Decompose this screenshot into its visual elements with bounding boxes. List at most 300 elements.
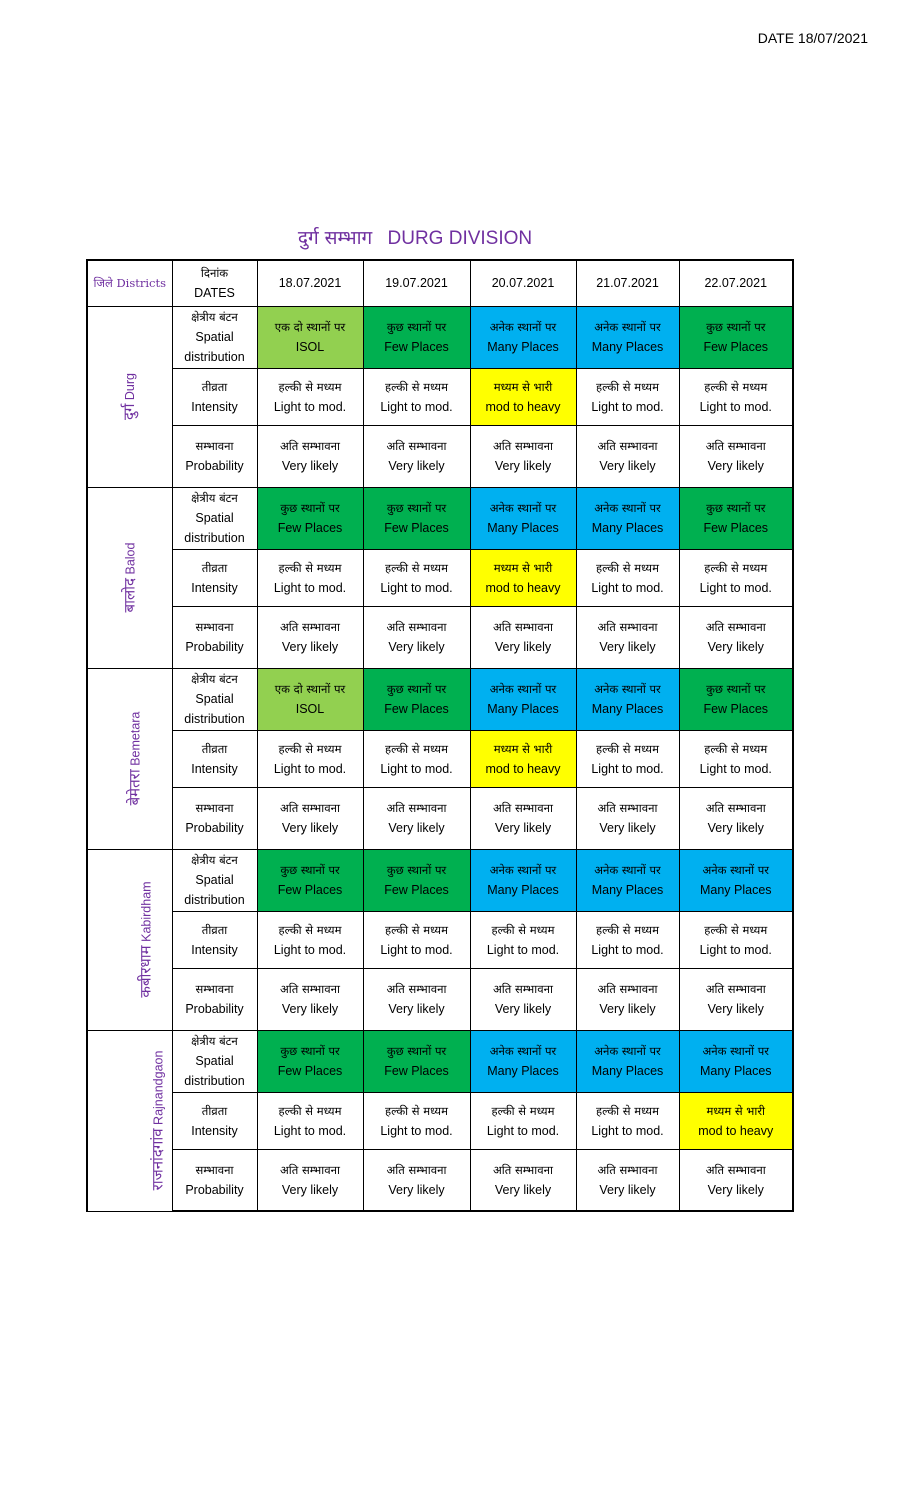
- forecast-cell-hindi: कुछ स्थानों पर: [386, 320, 447, 334]
- forecast-cell-english: Many Places: [591, 521, 664, 535]
- parameter-label-hindi: तीव्रता: [201, 1103, 228, 1118]
- forecast-cell: [363, 668, 470, 730]
- forecast-cell: [257, 787, 363, 849]
- forecast-cell-hindi: अति सम्भावना: [705, 439, 766, 453]
- forecast-cell-english: Light to mod.: [699, 761, 772, 776]
- forecast-table: [86, 259, 794, 1212]
- forecast-cell-hindi: हल्की से मध्यम: [596, 379, 659, 394]
- forecast-cell-hindi: अनेक स्थानों पर: [702, 1044, 769, 1058]
- forecast-cell-english: Few Places: [384, 702, 449, 716]
- forecast-cell-hindi: हल्की से मध्यम: [596, 1103, 659, 1118]
- forecast-cell-hindi: हल्की से मध्यम: [385, 560, 448, 575]
- forecast-cell-english: Light to mod.: [699, 399, 772, 414]
- parameter-label-hindi: सम्भावना: [195, 439, 234, 453]
- forecast-cell: [679, 487, 793, 549]
- forecast-cell-hindi: अति सम्भावना: [279, 982, 341, 996]
- table-row: [87, 606, 793, 668]
- parameter-label: [172, 911, 257, 968]
- forecast-cell-hindi: कुछ स्थानों पर: [706, 320, 766, 334]
- forecast-cell-english: Very likely: [388, 1002, 445, 1016]
- forecast-cell-english: Very likely: [494, 821, 552, 835]
- table-row: [87, 487, 793, 549]
- forecast-cell-hindi: अति सम्भावना: [597, 620, 658, 634]
- forecast-cell-english: ISOL: [295, 702, 325, 716]
- forecast-cell: [257, 849, 363, 911]
- forecast-cell-english: Very likely: [707, 459, 764, 473]
- forecast-cell: [363, 425, 470, 487]
- district-name-cell: [87, 849, 172, 1030]
- forecast-cell-hindi: अति सम्भावना: [705, 1162, 766, 1177]
- forecast-cell: [470, 730, 576, 787]
- forecast-cell: [470, 668, 576, 730]
- forecast-cell: [470, 1092, 576, 1149]
- forecast-cell: [470, 1030, 576, 1092]
- forecast-cell: [470, 368, 576, 425]
- parameter-label-english: Intensity: [191, 942, 238, 957]
- forecast-cell: [257, 425, 363, 487]
- forecast-cell-hindi: हल्की से मध्यम: [596, 560, 659, 575]
- forecast-cell-english: Light to mod.: [486, 942, 560, 957]
- forecast-cell: [257, 368, 363, 425]
- parameter-label-english: Probability: [185, 1182, 244, 1197]
- forecast-cell-hindi: अति सम्भावना: [279, 620, 341, 634]
- forecast-cell-hindi: अति सम्भावना: [705, 982, 766, 996]
- table-row: [87, 787, 793, 849]
- dates-header-english: DATES: [194, 286, 235, 301]
- parameter-label: [172, 968, 257, 1030]
- forecast-cell: [363, 730, 470, 787]
- date-header: 19.07.2021: [363, 260, 470, 306]
- forecast-cell-hindi: मध्यम से भारी: [493, 560, 553, 575]
- parameter-label: [172, 1092, 257, 1149]
- forecast-cell: [363, 549, 470, 606]
- forecast-cell-english: Few Places: [703, 702, 769, 716]
- district-name: [124, 712, 145, 806]
- forecast-cell-english: Light to mod.: [591, 761, 664, 776]
- date-header: 21.07.2021: [576, 260, 679, 306]
- forecast-cell-english: Many Places: [699, 1064, 772, 1078]
- forecast-cell-english: Many Places: [487, 1064, 559, 1078]
- forecast-cell-hindi: अति सम्भावना: [492, 801, 554, 815]
- forecast-cell-hindi: एक दो स्थानों पर: [274, 682, 346, 696]
- forecast-cell: [363, 911, 470, 968]
- forecast-cell-english: Light to mod.: [591, 399, 664, 414]
- forecast-cell: [363, 306, 470, 368]
- forecast-cell-english: Very likely: [494, 459, 552, 473]
- parameter-label-english: Intensity: [191, 1123, 238, 1138]
- forecast-cell-english: Light to mod.: [273, 399, 347, 414]
- forecast-cell-hindi: अति सम्भावना: [279, 1162, 341, 1177]
- forecast-cell: [576, 730, 679, 787]
- parameter-label: [172, 549, 257, 606]
- forecast-cell-hindi: मध्यम से भारी: [493, 741, 553, 756]
- forecast-cell: [257, 487, 363, 549]
- district-name-english: Kabirdham: [139, 881, 154, 942]
- dates-header-hindi: दिनांक: [200, 266, 229, 281]
- forecast-cell: [576, 1092, 679, 1149]
- district-name-hindi: बेमेतरा: [125, 769, 144, 806]
- forecast-cell: [257, 668, 363, 730]
- district-name-hindi: दुर्ग: [120, 403, 139, 420]
- forecast-cell-hindi: हल्की से मध्यम: [596, 922, 659, 937]
- forecast-cell-english: Light to mod.: [699, 580, 772, 595]
- table-row: [87, 730, 793, 787]
- forecast-cell-english: Light to mod.: [380, 1123, 453, 1138]
- forecast-cell-hindi: मध्यम से भारी: [493, 379, 553, 394]
- forecast-cell-hindi: अति सम्भावना: [386, 439, 447, 453]
- parameter-label-english: Spatial distribution: [184, 873, 245, 907]
- forecast-cell-hindi: कुछ स्थानों पर: [280, 863, 340, 877]
- district-name: [147, 1051, 168, 1191]
- date-header: 20.07.2021: [470, 260, 576, 306]
- forecast-cell-hindi: कुछ स्थानों पर: [386, 501, 447, 515]
- forecast-cell-english: Very likely: [599, 1182, 656, 1197]
- forecast-cell-english: Very likely: [707, 640, 764, 654]
- forecast-cell-hindi: हल्की से मध्यम: [385, 922, 448, 937]
- district-name-hindi: कबीरधाम: [136, 945, 155, 998]
- forecast-cell-hindi: हल्की से मध्यम: [596, 741, 659, 756]
- table-row: [87, 549, 793, 606]
- forecast-cell-english: Very likely: [707, 1182, 764, 1197]
- forecast-cell-english: Many Places: [591, 340, 664, 354]
- forecast-cell-hindi: अनेक स्थानों पर: [702, 863, 769, 877]
- forecast-cell-english: Very likely: [388, 459, 445, 473]
- parameter-label: [172, 730, 257, 787]
- forecast-cell: [679, 306, 793, 368]
- forecast-cell: [363, 968, 470, 1030]
- district-name: [136, 881, 157, 997]
- forecast-cell-hindi: हल्की से मध्यम: [704, 741, 768, 756]
- forecast-cell-english: Few Places: [277, 1064, 343, 1078]
- districts-header: [87, 260, 172, 306]
- dates-header: [172, 260, 257, 306]
- forecast-cell-english: Light to mod.: [380, 580, 453, 595]
- forecast-cell-english: Light to mod.: [273, 761, 347, 776]
- parameter-label-hindi: क्षेत्रीय बंटन: [191, 491, 238, 505]
- forecast-cell-english: Very likely: [494, 1002, 552, 1016]
- forecast-cell-english: Light to mod.: [486, 1123, 560, 1138]
- forecast-cell: [679, 1149, 793, 1211]
- parameter-label-hindi: सम्भावना: [195, 620, 234, 634]
- forecast-cell: [679, 606, 793, 668]
- table-row: [87, 368, 793, 425]
- forecast-cell-hindi: अनेक स्थानों पर: [594, 1044, 661, 1058]
- parameter-label-hindi: सम्भावना: [195, 1162, 234, 1177]
- forecast-cell: [470, 968, 576, 1030]
- forecast-cell-hindi: हल्की से मध्यम: [704, 560, 768, 575]
- table-row: [87, 668, 793, 730]
- parameter-label-hindi: सम्भावना: [195, 801, 234, 815]
- forecast-cell: [679, 787, 793, 849]
- forecast-cell-hindi: हल्की से मध्यम: [704, 379, 768, 394]
- forecast-cell-english: Very likely: [707, 1002, 764, 1016]
- forecast-cell-hindi: मध्यम से भारी: [706, 1103, 766, 1118]
- forecast-cell: [470, 425, 576, 487]
- forecast-cell-english: Few Places: [277, 883, 343, 897]
- forecast-cell-hindi: अति सम्भावना: [705, 801, 766, 815]
- table-row: [87, 1092, 793, 1149]
- forecast-table-body: [87, 260, 793, 1211]
- district-name-cell: [87, 668, 172, 849]
- report-date: DATE 18/07/2021: [757, 30, 868, 46]
- forecast-cell-hindi: अति सम्भावना: [597, 439, 658, 453]
- parameter-label: [172, 606, 257, 668]
- forecast-cell: [470, 606, 576, 668]
- forecast-cell-english: Light to mod.: [273, 580, 347, 595]
- forecast-cell-hindi: हल्की से मध्यम: [385, 1103, 448, 1118]
- forecast-cell: [576, 911, 679, 968]
- forecast-cell: [576, 306, 679, 368]
- forecast-cell-english: mod to heavy: [698, 1123, 774, 1138]
- forecast-cell-hindi: अति सम्भावना: [597, 1162, 658, 1177]
- parameter-label-english: Intensity: [191, 399, 238, 414]
- forecast-cell-english: mod to heavy: [485, 580, 561, 595]
- page-title: [0, 224, 830, 250]
- table-row: [87, 425, 793, 487]
- forecast-cell-hindi: अनेक स्थानों पर: [594, 320, 661, 334]
- forecast-cell-hindi: अनेक स्थानों पर: [489, 320, 557, 334]
- forecast-cell-english: Very likely: [599, 459, 656, 473]
- forecast-cell-english: Very likely: [388, 821, 445, 835]
- forecast-cell-hindi: अति सम्भावना: [279, 439, 341, 453]
- forecast-cell-english: Very likely: [281, 1002, 339, 1016]
- forecast-cell-english: Few Places: [384, 1064, 449, 1078]
- forecast-cell: [576, 1149, 679, 1211]
- forecast-cell-english: Very likely: [281, 640, 339, 654]
- forecast-cell-hindi: कुछ स्थानों पर: [280, 1044, 340, 1058]
- forecast-cell: [363, 787, 470, 849]
- district-name-cell: [87, 1030, 172, 1211]
- forecast-cell-english: Few Places: [703, 340, 769, 354]
- forecast-cell: [470, 787, 576, 849]
- forecast-cell: [363, 1149, 470, 1211]
- forecast-cell-hindi: अनेक स्थानों पर: [489, 682, 557, 696]
- forecast-cell-english: Many Places: [487, 702, 559, 716]
- forecast-cell-english: Few Places: [384, 340, 449, 354]
- forecast-cell-english: Few Places: [384, 883, 449, 897]
- parameter-label-english: Spatial distribution: [184, 330, 245, 364]
- forecast-cell-english: Few Places: [384, 521, 449, 535]
- forecast-cell-hindi: एक दो स्थानों पर: [274, 320, 346, 334]
- district-name-hindi: बालोद: [120, 577, 139, 613]
- district-name-hindi: राजनांदगांव: [148, 1128, 167, 1191]
- forecast-cell: [679, 368, 793, 425]
- forecast-cell-english: Light to mod.: [380, 942, 453, 957]
- forecast-cell: [257, 1030, 363, 1092]
- forecast-cell-hindi: अनेक स्थानों पर: [594, 682, 661, 696]
- forecast-cell-english: Very likely: [494, 640, 552, 654]
- forecast-cell-english: mod to heavy: [485, 761, 561, 776]
- date-header: 18.07.2021: [257, 260, 363, 306]
- forecast-cell: [679, 849, 793, 911]
- forecast-cell-english: Many Places: [487, 883, 559, 897]
- forecast-cell: [363, 849, 470, 911]
- forecast-cell: [257, 306, 363, 368]
- district-name-english: Durg: [123, 373, 138, 401]
- forecast-cell-hindi: कुछ स्थानों पर: [706, 682, 766, 696]
- forecast-cell: [257, 911, 363, 968]
- forecast-cell-english: Very likely: [281, 459, 339, 473]
- forecast-cell: [257, 730, 363, 787]
- forecast-cell: [257, 1149, 363, 1211]
- forecast-cell-hindi: हल्की से मध्यम: [704, 922, 768, 937]
- forecast-cell-hindi: हल्की से मध्यम: [385, 741, 448, 756]
- forecast-cell-english: mod to heavy: [485, 399, 561, 414]
- forecast-cell: [679, 668, 793, 730]
- parameter-label-english: Intensity: [191, 580, 238, 595]
- forecast-cell: [257, 968, 363, 1030]
- district-name: [119, 543, 140, 613]
- forecast-cell: [363, 1092, 470, 1149]
- forecast-cell-english: Many Places: [591, 1064, 664, 1078]
- forecast-cell: [470, 911, 576, 968]
- forecast-cell-english: Many Places: [591, 702, 664, 716]
- forecast-cell: [576, 787, 679, 849]
- forecast-cell-hindi: अति सम्भावना: [492, 620, 554, 634]
- forecast-cell-hindi: अनेक स्थानों पर: [489, 863, 557, 877]
- forecast-cell-english: Light to mod.: [273, 942, 347, 957]
- forecast-cell-english: Very likely: [599, 1002, 656, 1016]
- forecast-cell: [679, 968, 793, 1030]
- forecast-cell-english: Many Places: [699, 883, 772, 897]
- forecast-cell: [257, 549, 363, 606]
- forecast-cell-hindi: अनेक स्थानों पर: [594, 501, 661, 515]
- forecast-cell-english: Light to mod.: [380, 761, 453, 776]
- forecast-cell: [679, 730, 793, 787]
- table-row: [87, 1149, 793, 1211]
- forecast-cell: [470, 487, 576, 549]
- parameter-label-hindi: क्षेत्रीय बंटन: [191, 310, 238, 324]
- forecast-cell-english: Very likely: [388, 640, 445, 654]
- table-row: [87, 306, 793, 368]
- parameter-label-hindi: तीव्रता: [201, 922, 228, 937]
- parameter-label-hindi: सम्भावना: [195, 982, 234, 996]
- forecast-cell-hindi: अनेक स्थानों पर: [594, 863, 661, 877]
- district-name-cell: [87, 306, 172, 487]
- districts-header-hindi: जिले Districts: [93, 276, 167, 291]
- forecast-cell: [470, 849, 576, 911]
- forecast-cell: [363, 368, 470, 425]
- forecast-cell: [576, 425, 679, 487]
- forecast-cell-hindi: अति सम्भावना: [492, 982, 554, 996]
- title-hindi: दुर्ग सम्भाग: [297, 227, 373, 249]
- parameter-label: [172, 668, 257, 730]
- forecast-cell-hindi: अति सम्भावना: [597, 982, 658, 996]
- parameter-label-english: Probability: [185, 821, 244, 835]
- forecast-cell: [363, 606, 470, 668]
- forecast-cell: [576, 968, 679, 1030]
- forecast-cell-hindi: हल्की से मध्यम: [491, 1103, 555, 1118]
- forecast-cell-english: Very likely: [494, 1182, 552, 1197]
- parameter-label: [172, 425, 257, 487]
- forecast-cell-hindi: कुछ स्थानों पर: [386, 863, 447, 877]
- forecast-cell: [679, 911, 793, 968]
- forecast-cell-hindi: अति सम्भावना: [705, 620, 766, 634]
- parameter-label: [172, 1149, 257, 1211]
- forecast-cell-english: Light to mod.: [591, 580, 664, 595]
- forecast-cell-english: Few Places: [277, 521, 343, 535]
- forecast-cell: [470, 306, 576, 368]
- forecast-cell-english: Light to mod.: [273, 1123, 347, 1138]
- parameter-label-english: Probability: [185, 459, 244, 473]
- forecast-cell-hindi: अति सम्भावना: [386, 801, 447, 815]
- forecast-cell: [576, 1030, 679, 1092]
- date-header: 22.07.2021: [679, 260, 793, 306]
- forecast-cell: [576, 849, 679, 911]
- parameter-label-hindi: क्षेत्रीय बंटन: [191, 672, 238, 686]
- forecast-cell-hindi: कुछ स्थानों पर: [386, 1044, 447, 1058]
- parameter-label: [172, 1030, 257, 1092]
- forecast-cell-english: Few Places: [703, 521, 769, 535]
- parameter-label-english: Spatial distribution: [184, 511, 245, 545]
- forecast-cell-english: Very likely: [281, 1182, 339, 1197]
- forecast-cell: [470, 549, 576, 606]
- forecast-cell: [257, 606, 363, 668]
- forecast-cell-hindi: हल्की से मध्यम: [278, 922, 342, 937]
- parameter-label: [172, 368, 257, 425]
- forecast-cell-hindi: हल्की से मध्यम: [278, 741, 342, 756]
- forecast-cell-hindi: अति सम्भावना: [279, 801, 341, 815]
- parameter-label: [172, 487, 257, 549]
- forecast-cell: [679, 1030, 793, 1092]
- forecast-cell-hindi: हल्की से मध्यम: [385, 379, 448, 394]
- forecast-cell-english: ISOL: [295, 340, 325, 354]
- parameter-label: [172, 787, 257, 849]
- district-name-english: Rajnandgaon: [151, 1050, 166, 1125]
- forecast-cell-english: Light to mod.: [591, 942, 664, 957]
- forecast-cell-hindi: हल्की से मध्यम: [278, 1103, 342, 1118]
- forecast-cell-english: Many Places: [591, 883, 664, 897]
- district-name-english: Bemetara: [128, 711, 143, 766]
- parameter-label: [172, 306, 257, 368]
- parameter-label-english: Probability: [185, 640, 244, 654]
- forecast-cell: [576, 606, 679, 668]
- forecast-cell-english: Very likely: [281, 821, 339, 835]
- parameter-label-hindi: तीव्रता: [201, 379, 228, 394]
- header-row: [87, 260, 793, 306]
- parameter-label-hindi: तीव्रता: [201, 560, 228, 575]
- parameter-label: [172, 849, 257, 911]
- district-name-cell: [87, 487, 172, 668]
- forecast-cell-hindi: अति सम्भावना: [386, 1162, 447, 1177]
- forecast-cell: [576, 549, 679, 606]
- forecast-cell-hindi: अति सम्भावना: [386, 982, 447, 996]
- parameter-label-english: Spatial distribution: [184, 692, 245, 726]
- forecast-cell: [363, 487, 470, 549]
- forecast-cell-hindi: हल्की से मध्यम: [491, 922, 555, 937]
- forecast-cell-english: Light to mod.: [699, 942, 772, 957]
- parameter-label-english: Intensity: [191, 761, 238, 776]
- title-english: DURG DIVISION: [387, 228, 533, 249]
- forecast-cell-hindi: अनेक स्थानों पर: [489, 501, 557, 515]
- parameter-label-hindi: क्षेत्रीय बंटन: [191, 1034, 238, 1048]
- forecast-cell-hindi: कुछ स्थानों पर: [280, 501, 340, 515]
- forecast-cell: [470, 1149, 576, 1211]
- table-row: [87, 911, 793, 968]
- forecast-cell: [576, 368, 679, 425]
- forecast-cell: [576, 487, 679, 549]
- forecast-cell-english: Very likely: [599, 640, 656, 654]
- forecast-cell-english: Light to mod.: [591, 1123, 664, 1138]
- forecast-cell: [679, 1092, 793, 1149]
- table-row: [87, 968, 793, 1030]
- forecast-cell-hindi: अति सम्भावना: [492, 439, 554, 453]
- forecast-cell-hindi: कुछ स्थानों पर: [386, 682, 447, 696]
- district-name-english: Balod: [123, 542, 138, 575]
- forecast-cell: [363, 1030, 470, 1092]
- forecast-cell-hindi: अति सम्भावना: [492, 1162, 554, 1177]
- parameter-label-hindi: क्षेत्रीय बंटन: [191, 853, 238, 867]
